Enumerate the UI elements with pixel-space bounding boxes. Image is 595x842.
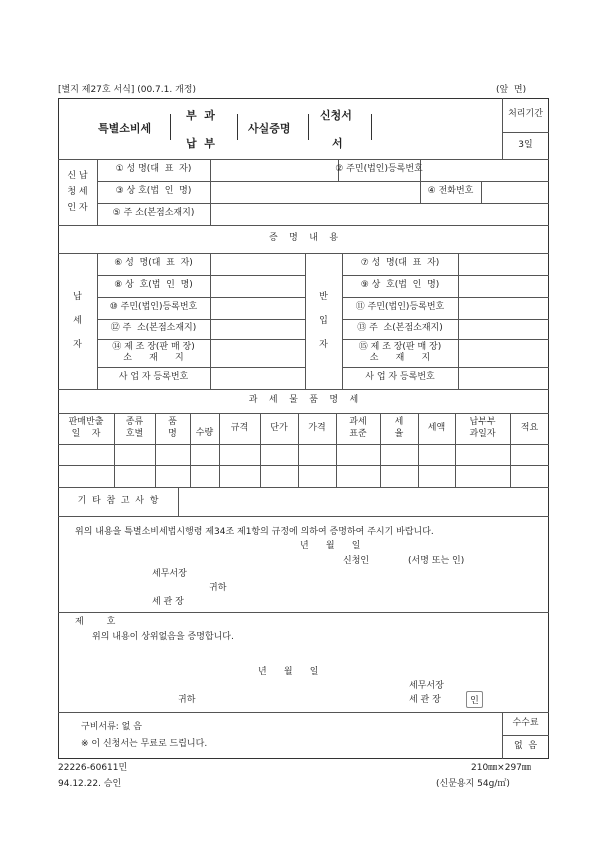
period-label: 처리기간	[508, 109, 543, 120]
col-line	[210, 159, 211, 225]
applicant-reg-label: ② 주민(법인)등록번호	[335, 164, 423, 175]
items-header-date: 판매반출 일 자	[68, 417, 104, 439]
items-header-unit-price: 단가	[270, 422, 288, 433]
issue-text: 위의 내용이 상위없음을 증명합니다.	[92, 632, 234, 642]
items-header-remarks: 적요	[520, 422, 539, 433]
applicant-name-label: ① 성 명(대 표 자)	[115, 164, 192, 175]
paper-size: 210㎜×297㎜	[471, 763, 531, 773]
importer-label: 반 입 자	[319, 291, 328, 351]
request-to: 귀하	[209, 583, 227, 593]
issue-number: 제 호	[75, 617, 116, 627]
title-option-3: 신청서	[320, 109, 352, 122]
items-header-price: 가격	[308, 422, 326, 433]
request-office-tax: 세무서장	[152, 569, 187, 579]
row-line	[58, 712, 549, 713]
taxpayer-label: 납 세 자	[73, 291, 82, 351]
title-option-1: 부 과	[186, 109, 215, 122]
free-notice: ※ 이 신청서는 무료로 드립니다.	[81, 739, 208, 749]
row-line	[58, 612, 549, 613]
seal-box: 인	[466, 691, 483, 708]
row-line	[58, 465, 549, 466]
importer-name-label: ⑦ 성 명(대 표 자)	[360, 258, 440, 269]
importer-trade-label: ⑨ 상 호(법 인 명)	[360, 280, 440, 291]
items-header-due-date: 납부부 과일자	[469, 417, 496, 439]
col-line	[178, 487, 179, 516]
issue-office-tax: 세무서장	[409, 681, 444, 691]
title-option-4: 서	[332, 137, 343, 150]
issue-date: 년 월 일	[258, 667, 319, 677]
applicant-trade-label: ③ 상 호(법 인 명)	[115, 186, 192, 197]
required-docs: 구비서류: 없 음	[81, 722, 142, 732]
fee-label: 수수료	[512, 717, 539, 728]
taxpayer-name-label: ⑥ 성 명(대 표 자)	[114, 258, 193, 269]
taxpayer-address-label: ⑫ 주 소(본점소재지)	[110, 323, 197, 334]
items-header-tax-base: 과세 표준	[349, 417, 367, 439]
applicant-address-label: ⑤ 주 소(본점소재지)	[112, 208, 195, 219]
title-option-2: 납 부	[186, 137, 215, 150]
items-header-spec: 규격	[230, 422, 249, 433]
title-left: 특별소비세	[98, 122, 152, 135]
importer-bizno-label: 사 업 자 등록번호	[365, 372, 435, 383]
request-text: 위의 내용을 특별소비세법시행령 제34조 제1항의 규정에 의하여 증명하여 주시기 바랍니다.	[75, 527, 434, 537]
page-side: (앞 면)	[496, 85, 527, 95]
period-value: 3일	[518, 139, 533, 150]
request-date: 년 월 일	[300, 541, 361, 551]
col-line	[481, 181, 482, 203]
request-sign: (서명 또는 인)	[408, 556, 465, 566]
notes-label: 기 타 참 고 사 항	[77, 495, 159, 506]
request-applicant-label: 신청인	[343, 556, 370, 566]
items-title: 과 세 물 품 명 세	[248, 395, 359, 406]
approval-date: 94.12.22. 승인	[58, 779, 122, 789]
proof-title: 증 명 내 용	[268, 233, 339, 244]
col-line	[210, 253, 211, 389]
items-header-type: 종류 호별	[125, 417, 144, 439]
taxpayer-bizno-label: 사 업 자 등록번호	[118, 372, 189, 383]
importer-address-label: ⑬ 주 소(본점소재지)	[357, 323, 443, 334]
fee-value: 없 음	[513, 741, 538, 752]
issue-office-customs: 세 관 장	[409, 695, 441, 705]
items-header-product: 품 명	[168, 417, 177, 439]
importer-factory-label: ⑮ 제 조 장(판 매 장) 소 재 지	[358, 341, 442, 363]
request-office-customs: 세 관 장	[152, 597, 184, 607]
row-line	[58, 444, 549, 445]
applicant-label: 신 납 청 세 인 자	[67, 170, 88, 214]
title-middle: 사실증명	[248, 122, 291, 135]
taxpayer-reg-label: ⑩ 주민(법인)등록번호	[109, 302, 198, 313]
form-code: 22226-60611민	[58, 763, 128, 773]
taxpayer-trade-label: ⑧ 상 호(법 인 명)	[114, 280, 193, 291]
items-header-tax-amount: 세액	[427, 422, 446, 433]
col-line	[458, 253, 459, 389]
items-header-qty: 수량	[195, 427, 214, 438]
issue-to: 귀하	[178, 695, 196, 705]
items-header-tax-rate: 세 율	[394, 417, 404, 439]
applicant-phone-label: ④ 전화번호	[427, 186, 474, 197]
row-line	[58, 516, 549, 517]
paper-spec: (신문용지 54g/㎡)	[436, 779, 510, 789]
form-number: [별지 제27호 서식] (00.7.1. 개정)	[58, 85, 196, 95]
importer-reg-label: ⑪ 주민(법인)등록번호	[355, 302, 445, 313]
taxpayer-factory-label: ⑭ 제 조 장(판 매 장) 소 재 지	[112, 341, 195, 363]
